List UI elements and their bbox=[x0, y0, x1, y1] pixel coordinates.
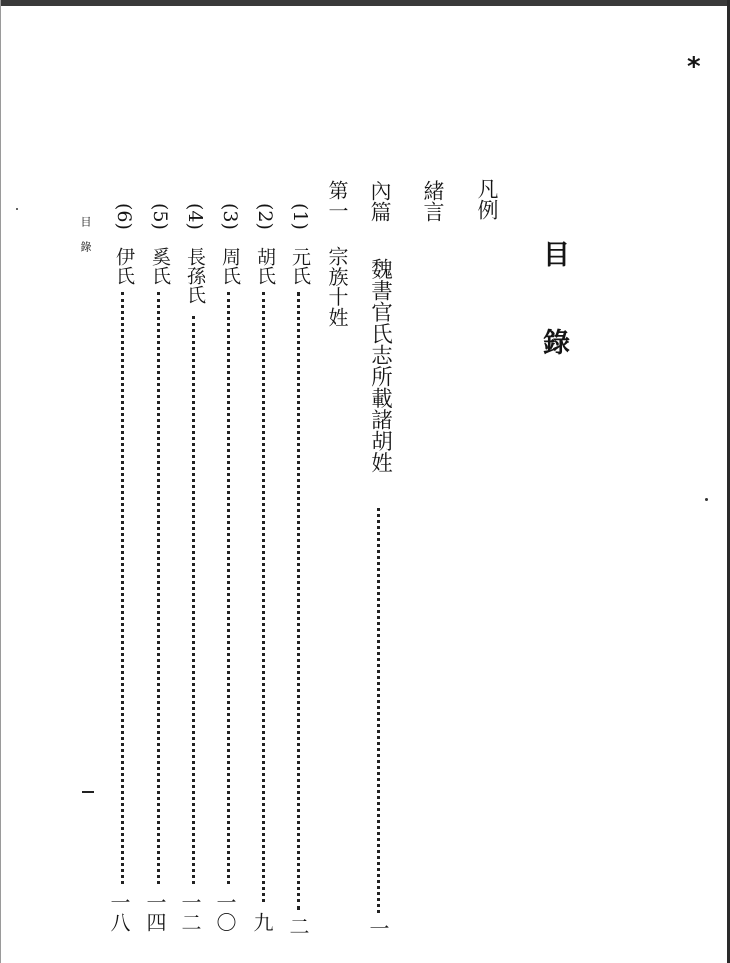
page-number: 二 bbox=[286, 916, 310, 936]
subentry-num: (5) bbox=[149, 203, 171, 230]
page-number: 一〇 bbox=[213, 892, 237, 932]
leader-dots bbox=[297, 292, 300, 910]
subentry-name[interactable]: 奚氏 bbox=[149, 247, 171, 285]
subentry-name[interactable]: 長孫氏 bbox=[184, 247, 206, 304]
entry-fanli[interactable]: 凡例 bbox=[475, 178, 499, 220]
leader-dots bbox=[157, 292, 160, 884]
subentry-num: (6) bbox=[113, 203, 135, 230]
subentry-name[interactable]: 元氏 bbox=[289, 247, 311, 285]
subentry-name[interactable]: 周氏 bbox=[219, 247, 241, 285]
chapter-label: 第一 bbox=[325, 180, 349, 221]
scan-speck bbox=[705, 498, 708, 501]
leader-dots bbox=[121, 292, 124, 884]
page-number: 九 bbox=[250, 912, 274, 932]
subentry-name[interactable]: 伊氏 bbox=[113, 247, 135, 285]
leader-dots bbox=[227, 292, 230, 884]
scan-speck bbox=[16, 208, 18, 210]
subentry-num: (1) bbox=[289, 203, 311, 230]
entry-xuyan[interactable]: 緒言 bbox=[421, 180, 445, 222]
subentry-num: (3) bbox=[219, 203, 241, 230]
page-number: 一八 bbox=[107, 892, 131, 932]
asterisk-mark: * bbox=[687, 52, 701, 82]
running-head: 目錄 bbox=[79, 216, 92, 266]
subentry-name[interactable]: 胡氏 bbox=[254, 247, 276, 285]
entry-neipian-title[interactable]: 魏書官氏志所載諸胡姓 bbox=[367, 258, 393, 473]
page-title-char-1: 目 bbox=[538, 240, 569, 267]
page-number: 一 bbox=[366, 918, 390, 938]
entry-neipian-label: 內篇 bbox=[368, 180, 392, 222]
chapter-title[interactable]: 宗族十姓 bbox=[325, 246, 349, 328]
leader-dots bbox=[192, 316, 195, 884]
page-number: 一四 bbox=[143, 892, 167, 932]
window-top-bar bbox=[0, 0, 730, 6]
leader-dots bbox=[262, 292, 265, 902]
page-left-edge bbox=[0, 0, 1, 963]
subentry-num: (4) bbox=[184, 203, 206, 230]
leader-dots bbox=[377, 508, 380, 913]
page-folio-mark bbox=[82, 791, 94, 793]
subentry-num: (2) bbox=[254, 203, 276, 230]
page-number: 一二 bbox=[178, 892, 202, 932]
page-title-char-2: 錄 bbox=[538, 328, 569, 355]
